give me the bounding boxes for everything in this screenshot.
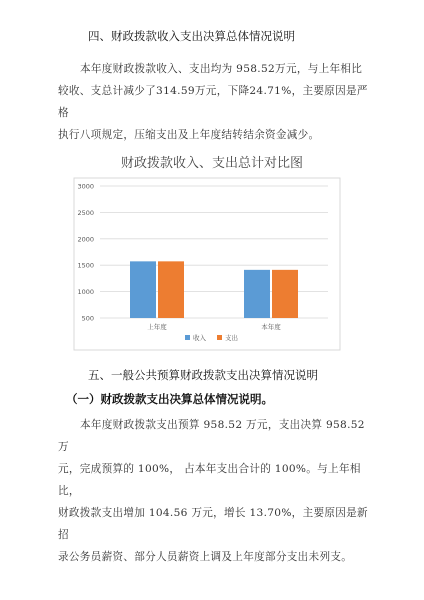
y-tick-label: 3000 (77, 182, 94, 191)
paragraph-line: 录公务员薪资、部分人员薪资上调及上年度部分支出未列支。 (58, 551, 353, 563)
bar-chart (0, 172, 424, 372)
paragraph-line: 本年度财政拨款收入、支出均为 958.52万元，与上年相比 (80, 63, 363, 75)
section5-subheading: （一）财政拨款支出决算总体情况说明。 (66, 392, 273, 406)
bar-收入 (244, 270, 270, 318)
chart-title: 财政拨款收入、支出总计对比图 (120, 156, 303, 171)
y-tick-label: 2500 (77, 208, 94, 217)
legend-label: 支出 (225, 334, 238, 342)
paragraph-line: 元，完成预算的 100%， 占本年支出合计的 100%。与上年相比， (58, 463, 361, 497)
y-tick-label: 500 (81, 314, 94, 323)
legend-swatch (217, 335, 222, 340)
bar-支出 (158, 261, 184, 318)
legend-swatch (185, 335, 190, 340)
chart-frame (74, 178, 340, 350)
section5-heading: 五、一般公共预算财政拨款支出决算情况说明 (88, 368, 318, 382)
x-tick-label: 上年度 (147, 323, 167, 331)
legend-label: 收入 (193, 334, 206, 342)
section5-paragraph (58, 414, 378, 568)
section4-paragraph (58, 58, 378, 146)
paragraph-line: 本年度财政拨款支出预算 958.52 万元，支出决算 958.52 万 (58, 419, 365, 453)
bar-支出 (272, 270, 298, 318)
paragraph-line: 财政拨款支出增加 104.56 万元，增长 13.70%，主要原因是新招 (58, 507, 368, 541)
y-tick-label: 1000 (77, 288, 94, 297)
x-tick-label: 本年度 (261, 323, 281, 331)
y-tick-label: 2000 (77, 235, 94, 244)
paragraph-line: 执行八项规定，压缩支出及上年度结转结余资金减少。 (58, 129, 320, 141)
bar-收入 (130, 261, 156, 318)
y-tick-label: 1500 (77, 261, 94, 270)
section4-heading: 四、财政拨款收入支出决算总体情况说明 (88, 29, 295, 43)
paragraph-line: 较收、支总计减少了314.59万元，下降24.71%，主要原因是严格 (58, 85, 368, 119)
